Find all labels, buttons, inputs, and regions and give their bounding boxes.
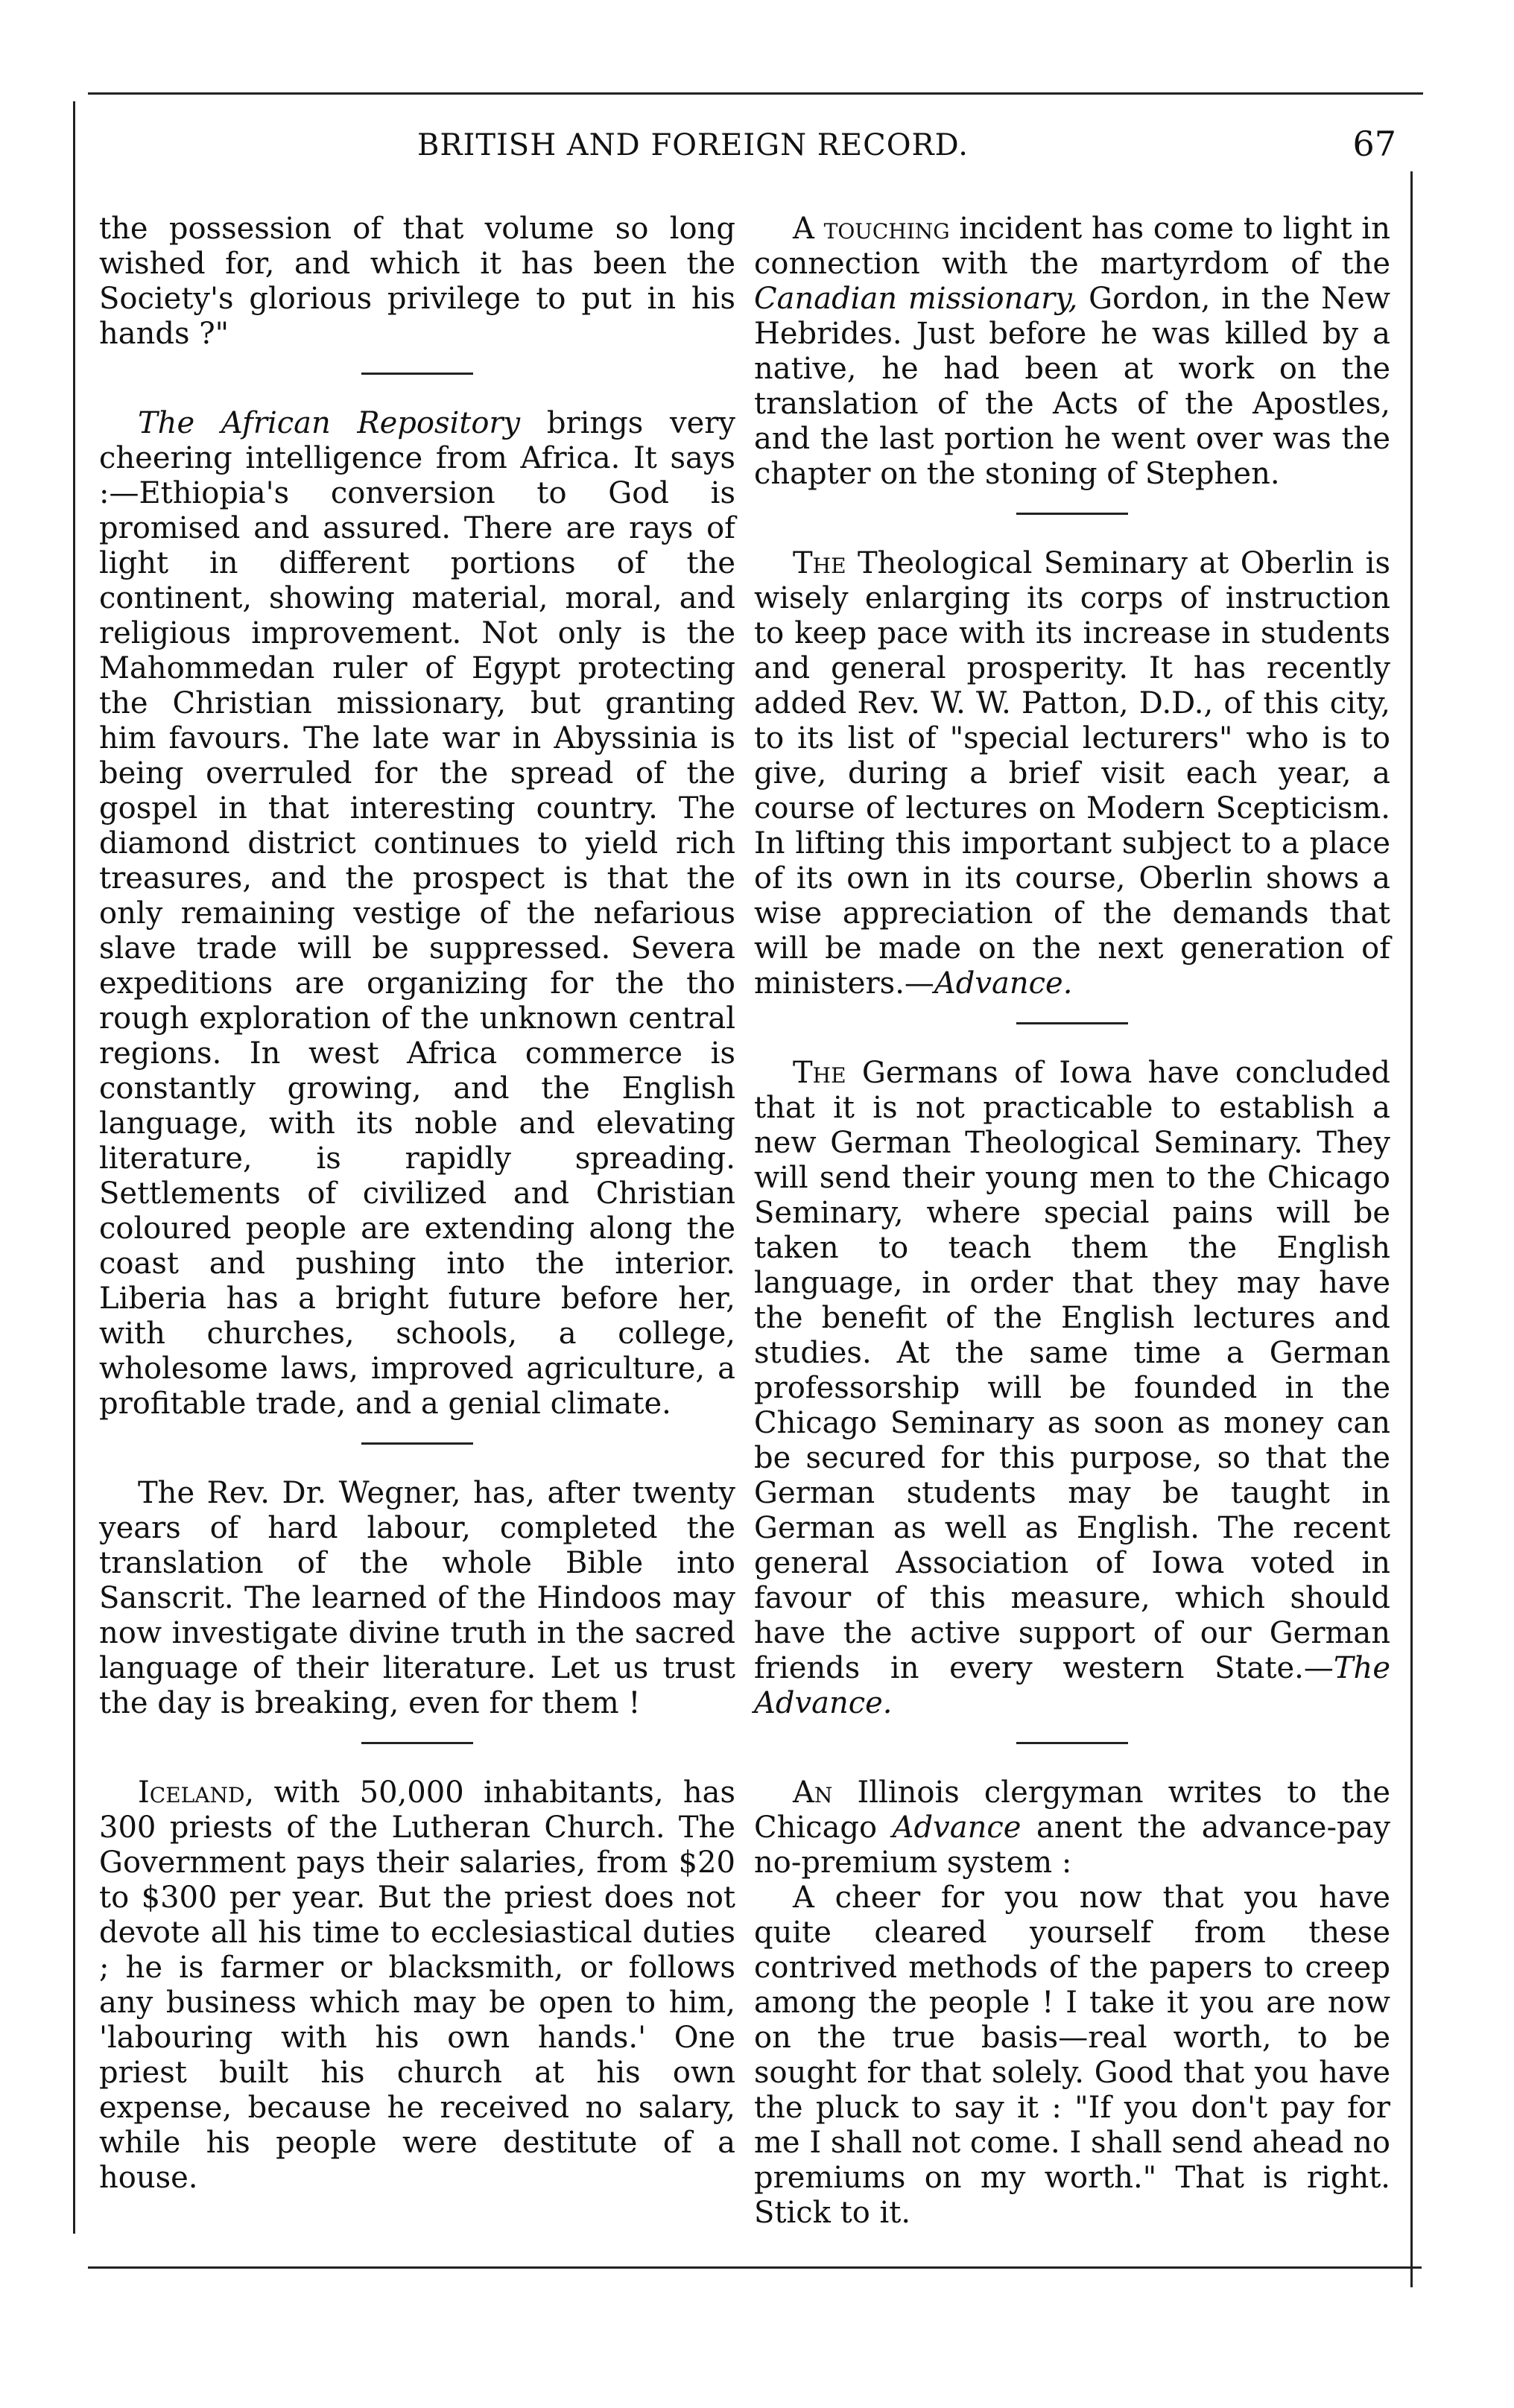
article-text: Illinois clergyman writes to the Chicago [754,1775,1390,1845]
article-source: The Advance. [754,1651,1390,1720]
article-lead-word: Iceland, [138,1775,255,1810]
article-text: with 50,000 inhabitants, has 300 priests of the Lutheran Church. The Government pays their salaries, from $20 to $300 per year. But the priest does not devote all his time to ecclesiastical duties ; he is farmer or blacksmith, or follows any business which may be open to him, 'labouring with his own hands.' One priest built his church at his own expense, because he received no salary, while his people were destitute of a house. [99,1775,735,2195]
section-divider [1016,1022,1128,1024]
frame-rule-top [88,92,1423,95]
article-lead-word: An [793,1775,833,1810]
article-gordon-martyrdom [754,212,1390,492]
article-source: Advance. [934,966,1073,1001]
article-wegner-sanscrit-bible: The Rev. Dr. Wegner, has, after twenty years of hard labour, completed the translation of the whole Bible into Sanscrit. The learned of the Hindoos may now investigate divine truth in the sacred language of their literature. Let us trust the day is breaking, even for them ! [99,1476,735,1720]
article-iceland-priests [99,1775,735,2196]
section-divider [361,373,473,375]
running-title: BRITISH AND FOREIGN RECORD. [417,128,969,162]
article-text: anent the advance-pay no-premium system : [754,1810,1391,1880]
article-text: Germans of Iowa have concluded that it is not practicable to establish a new German Theological Seminary. They will send their young men to the Chicago Seminary, where special pains will be taken to teach them the English language, in order that they may have the benefit of the English lectures and studies. At the same time a German professorship will be founded in the Chicago Seminary as soon as money can be secured for this purpose, so that the German students may be taught in German as well as English. The recent general Association of Iowa voted in favour of this measure, which should have the active support of our German friends in every western State.— [754,1056,1390,1685]
section-divider [361,1742,473,1744]
article-lead-word: The [793,546,846,580]
section-divider [1016,513,1128,515]
article-lead-word: The [793,1056,846,1090]
publication-title: The African Repository [138,406,521,440]
article-italic-text: Canadian missionary, [754,282,1078,316]
article-text: Theological Seminary at Oberlin is wisely enlarging its corps of instruction to keep pace with its increase in students and general prosperity. It has recently added Rev. W. W. Patton, D.D., of this city, to its list of "special lecturers" who is to give, during a brief visit each year, a course of lectures on Modern Scepticism. In lifting this important subject to a place of its own in its course, Oberlin shows a wise appreciation of the demands that will be made on the next generation of ministers.— [754,546,1390,1001]
article-italic-text: Advance [892,1810,1022,1845]
article-text: incident has come to light in connection with the martyrdom of the [754,212,1390,281]
article-text: brings very cheering intelligence from Africa. It says :—Ethiopia's conversion to God is promised and assured. There are rays of light in different portions of the continent, showing material, moral, and religious improvement. Not only is the Mahommedan ruler of Egypt protecting the Christian missionary, but granting him favours. The late war in Abyssinia is being overruled for the spread of the gospel in that interesting country. The diamond district continues to yield rich treasures, and the prospect is that the only remaining vestige of the nefarious slave trade will be suppressed. Severa expeditions are organizing for the tho rough exploration of the unknown central regions. In west Africa commerce is constantly growing, and the English language, with its noble and elevating literature, is rapidly spreading. Settlements of civilized and Christian coloured people are extending along the coast and pushing into the interior. Liberia has a bright future before her, with churches, schools, a college, wholesome laws, improved agriculture, a profitable trade, and a genial climate. [99,406,735,1421]
frame-rule-left [73,101,75,2234]
section-divider [1016,1742,1128,1744]
article-african-repository [99,406,735,1422]
left-column [99,212,735,2196]
article-iowa-germans [754,1056,1390,1721]
article-oberlin-seminary [754,546,1390,1001]
section-divider [361,1442,473,1445]
page-number: 67 [1352,124,1396,164]
article-illinois-clergyman [754,1775,1390,1881]
article-quoted-letter: A cheer for you now that you have quite cleared yourself from these contrived methods of the papers to creep among the people ! I take it you are now on the true basis—real worth, to be sought for that solely. Good that you have the pluck to say it : "If you don't pay for me I shall not come. I shall send ahead no premiums on my worth." That is right. Stick to it. [754,1881,1390,2230]
frame-rule-right [1410,171,1413,2287]
right-column [754,212,1390,2231]
article-bible-society-conclusion: the possession of that volume so long wished for, and which it has been the Society's glorious privilege to put in his hands ?" [99,212,735,351]
article-lead-word: A touching [793,212,950,246]
article-text: Gordon, in the New Hebrides. Just before he was killed by a native, he had been at work on the translation of the Acts of the Apostles, and the last portion he went over was the chapter on the stoning of Stephen. [754,282,1391,491]
frame-rule-bottom [88,2266,1422,2269]
